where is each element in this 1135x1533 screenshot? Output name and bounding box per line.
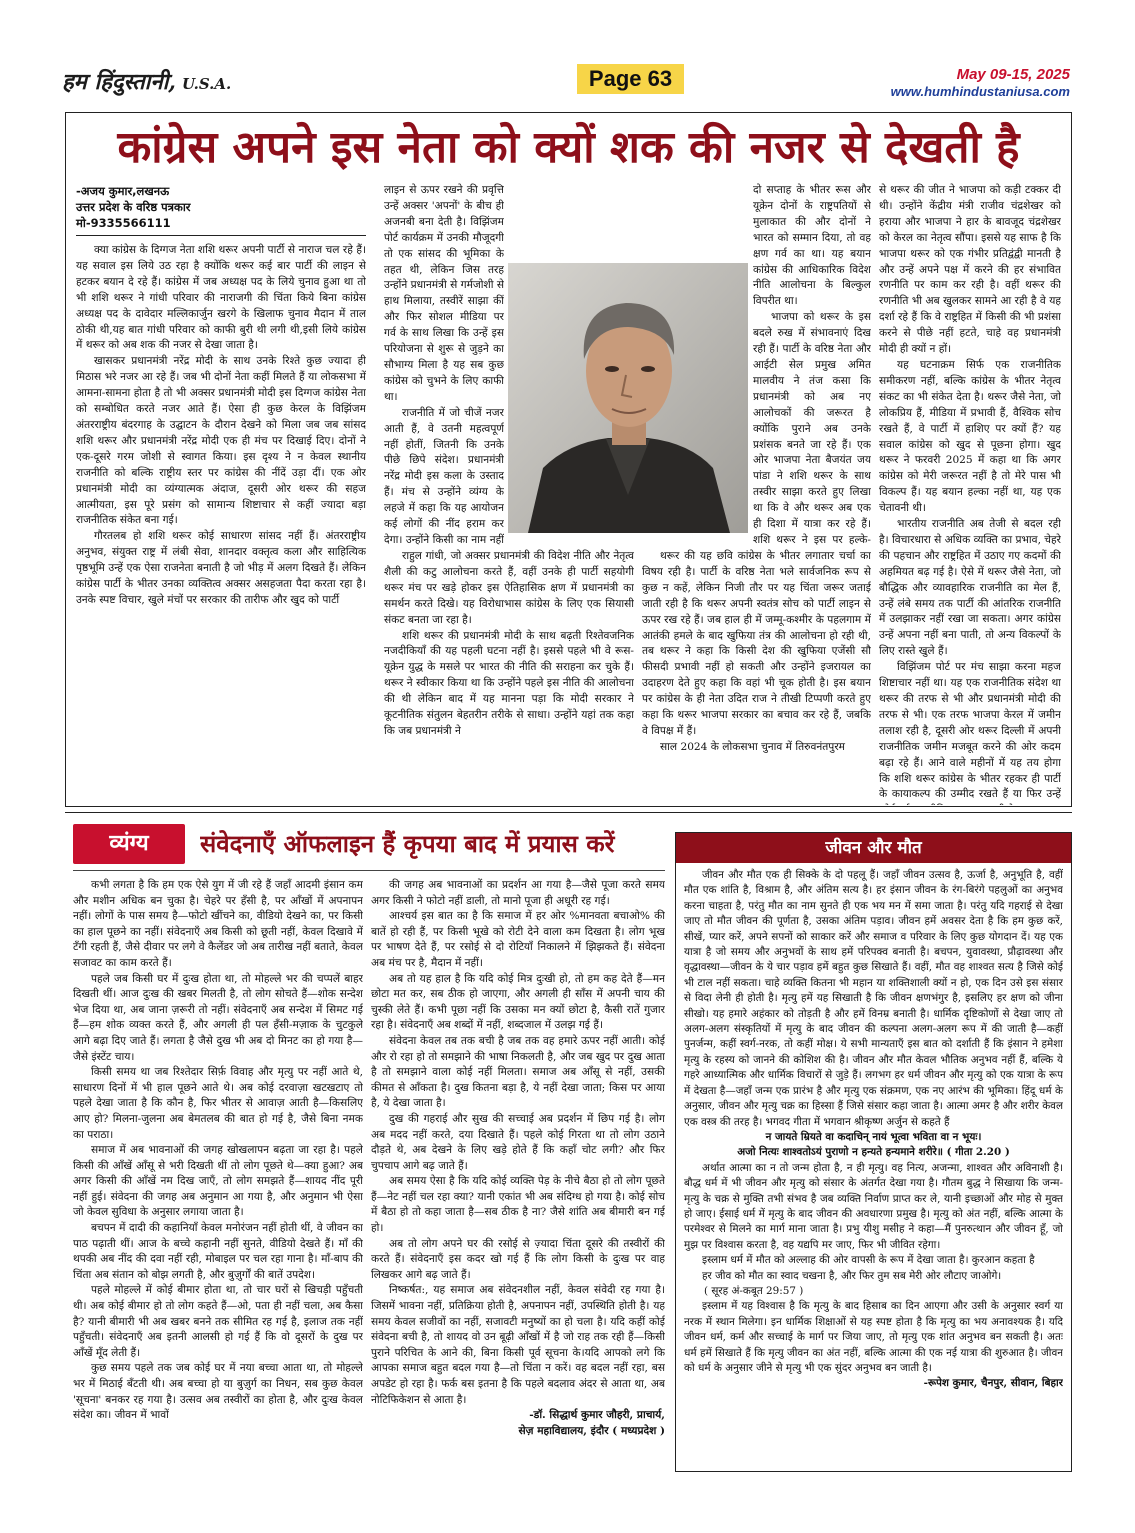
paragraph: गौरतलब हो शशि थरूर कोई साधारण सांसद नहीं हैं। अंतरराष्ट्रीय अनुभव, संयुक्त राष्ट्र में लंबी सेवा, शानदार वक्तृत्व कला और साहित्यिक पृष्ठभूमि उन्हें एक ऐसा राजनेता बनाती है जो भीड़ में अलग दिखते हैं। लेकिन कांग्रेस पार्टी के भीतर उनका व्यक्तित्व अक्सर असहजता पैदा करता रहा है। उनके स्पष्ट विचार, खुले मंचों पर सरकार की तारीफ और खुद को पार्टी <box>76 530 366 606</box>
paragraph: खासकर प्रधानमंत्री नरेंद्र मोदी के साथ उनके रिश्ते कुछ ज्यादा ही मिठास भरे नजर आ रहे हैं। जब भी दोनों नेता कहीं मिलते हैं या लोकसभा में आमना-सामना होता है तो भी अक्सर प्रधानमंत्री मोदी इस दिग्गज कांग्रेस नेता को सम्बोधित करते नजर आते हैं। ऐसा ही कुछ केरल के विझिंजम अंतरराष्ट्रीय बंदरगाह के उद्घाटन के दौरान देखने को मिला जब जब सांसद शशि थरूर और प्रधानमंत्री नरेंद्र मोदी एक ही मंच पर दिखाई दिए। दोनों ने एक-दूसरे गरम जोशी से स्वागत किया। इस दृश्य ने न केवल स्थानीय राजनीति को बल्कि राष्ट्रीय स्तर पर कांग्रेस की नींदें उड़ा दीं। एक ओर प्रधानमंत्री मोदी का व्यंग्यात्मक अंदाज, दूसरी ओर थरूर की सहज आत्मीयता, इस पूरे प्रसंग को सामान्य शिष्टाचार से कहीं ज्यादा बड़ा राजनीतिक संकेत बना गई। <box>76 355 366 527</box>
article-column-4 <box>879 183 1061 805</box>
article-column-3-bottom <box>642 549 871 805</box>
masthead-country: U.S.A. <box>181 75 232 93</box>
issue-date: May 09-15, 2025 <box>956 66 1070 83</box>
paragraph: बचपन में दादी की कहानियाँ केवल मनोरंजन नहीं होती थीं, वे जीवन का पाठ पढ़ाती थीं। आज के बच्चे कहानी नहीं सुनते, वीडियो देखते हैं। माँ की थपकी अब नींद की दवा नहीं रही, मोबाइल पर चल रहा गाना है। माँ-बाप की चिंता अब संतान को बोझ लगती है, और बुज़ुर्गों की बातें उपदेश। <box>73 1222 363 1281</box>
paragraph: से थरूर की जीत ने भाजपा को कड़ी टक्कर दी थी। उन्होंने केंद्रीय मंत्री राजीव चंद्रशेखर को हराया और भाजपा ने हार के बावजूद चंद्रशेखर को केरल का नेतृत्व सौंपा। इससे यह साफ है कि भाजपा थरूर को एक गंभीर प्रतिद्वंद्वी मानती है और उन्हें अपने पक्ष में करने की हर संभावित रणनीति पर काम कर रही है। वहीं थरूर की रणनीति भी अब खुलकर सामने आ रही है वे यह दर्शा रहे हैं कि वे राष्ट्रहित में किसी की भी प्रशंसा करने से पीछे नहीं हटते, चाहे वह प्रधानमंत्री मोदी ही क्यों न हों। <box>879 184 1061 356</box>
paragraph: राहुल गांधी, जो अक्सर प्रधानमंत्री की विदेश नीति और नेतृत्व शैली की कटु आलोचना करते हैं, वहीं उनके ही पार्टी सहयोगी थरूर मंच पर खड़े होकर इस ऐतिहासिक क्षण में प्रधानमंत्री का समर्थन करते दिखे। यह विरोधाभास कांग्रेस के लिए एक सियासी संकट बनता जा रहा है। <box>384 550 634 626</box>
masthead-name-text: हम हिंदुस्तानी, <box>62 69 176 95</box>
paragraph: पहले मोहल्ले में कोई बीमार होता था, तो चार घरों से खिचड़ी पहुँचती थी। अब कोई बीमार हो तो लोग कहते हैं—ओ, पता ही नहीं चला, अब कैसा है? यानी बीमारी भी अब खबर बनने तक सीमित रह गई है, इलाज तक नहीं पहुँचती। संवेदनाएँ अब इतनी आलसी हो गई हैं कि वो दूसरों के दुख पर आँखें मूँद लेती हैं। <box>73 1284 363 1359</box>
byline <box>76 183 366 231</box>
paragraph: शशि थरूर की प्रधानमंत्री मोदी के साथ बढ़ती रिश्तेवजनिक नजदीकियाँ की यह पहली घटना नहीं है। इससे पहले भी वे रूस-यूक्रेन युद्ध के मसले पर भारत की नीति की सराहना कर चुके हैं। थरूर ने स्वीकार किया था कि उन्होंने पहले इस नीति की आलोचना की थी लेकिन बाद में यह मानना पड़ा कि मोदी सरकार ने कूटनीतिक संतुलन बेहतरीन तरीके से साधा। उन्होंने यहां तक कहा कि जब प्रधानमंत्री ने <box>384 629 634 737</box>
paragraph: दो सप्ताह के भीतर रूस और यूक्रेन दोनों के राष्ट्रपतियों से मुलाकात की और दोनों ने भारत को सम्मान दिया, तो वह क्षण गर्व का था। यह बयान कांग्रेस की आधिकारिक विदेश नीति आलोचना के बिल्कुल विपरीत था। <box>753 184 871 308</box>
paragraph: जीवन और मौत एक ही सिक्के के दो पहलू हैं। जहाँ जीवन उत्सव है, ऊर्जा है, अनुभूति है, वहीं मौत एक शांति है, विश्राम है, और अंतिम सत्य है। हर इंसान जीवन के रंग-बिरंगे पहलुओं का अनुभव करना चाहता है, परंतु मौत का नाम सुनते ही एक भय मन में समा जाता है। परंतु यदि गहराई से देखा जाए तो मौत जीवन की पूर्णता है, उसका अंतिम पड़ाव। जीवन हमें अवसर देता है कि हम कुछ करें, सीखें, प्यार करें, अपने सपनों को साकार करें और समाज व परिवार के लिए कुछ योगदान दें। यह एक यात्रा है जो समय और अनुभवों के साथ हमें परिपक्व बनाती है। बचपन, युवावस्था, प्रौढ़ावस्था और वृद्धावस्था—जीवन के ये चार पड़ाव हमें बहुत कुछ सिखाते हैं। वहीं, मौत वह शाश्वत सत्य है जिसे कोई भी टाल नहीं सकता। चाहे व्यक्ति कितना भी महान या शक्तिशाली क्यों न हो, एक दिन उसे इस संसार से विदा लेनी ही होती है। मृत्यु हमें यह सिखाती है कि जीवन क्षणभंगुर है, इसलिए हर क्षण को जीना सीखो। यह हमारे अहंकार को तोड़ती है और हमें विनम्र बनाती है। धार्मिक दृष्टिकोणों से देखा जाए तो अलग-अलग संस्कृतियों में मृत्यु के बाद जीवन की कल्पना अलग-अलग रूप में की जाती है—कहीं पुनर्जन्म, कहीं स्वर्ग-नरक, तो कहीं मोक्ष। ये सभी मान्यताएँ इस बात को दर्शाती हैं कि इंसान ने हमेशा मृत्यु के रहस्य को जानने की कोशिश की है। जीवन और मौत केवल भौतिक अनुभव नहीं हैं, बल्कि ये गहरे आध्यात्मिक और धार्मिक विचारों से जुड़े हैं। लगभग हर धर्म जीवन और मृत्यु को एक यात्रा के रूप में देखता है—जहाँ जन्म एक प्रारंभ है और मृत्यु एक संक्रमण, एक नए आरंभ की भूमिका। हिंदू धर्म के अनुसार, जीवन और मृत्यु चक्र का हिस्सा हैं जिसे संसार कहा जाता है। आत्मा अमर है और शरीर केवल एक वस्त्र की तरह है। भगवद गीता में भगवान श्रीकृष्ण अर्जुन से कहते हैं <box>684 869 1063 1128</box>
paragraph: पहले जब किसी घर में दुःख होता था, तो मोहल्ले भर की चप्पलें बाहर दिखती थीं। आज दुःख की खबर मिलती है, तो लोग सोचते हैं—शोक सन्देश भेज दिया था, अब जाना ज़रूरी तो नहीं। संवेदनाएँ अब सन्देश में सिमट गई हैं—हम शोक व्यक्त करते हैं, और अगली ही पल हँसी-मज़ाक के चुटकुले आगे बढ़ा दिए जाते हैं। लगता है जैसे दुख भी अब दो मिनट का हो गया है—जैसे इंस्टेंट चाय। <box>73 972 363 1063</box>
article-column-2-top <box>384 183 504 545</box>
satire-article <box>65 818 670 1478</box>
paragraph: दुख की गहराई और सुख की सच्चाई अब प्रदर्शन में छिप गई है। लोग अब मदद नहीं करते, दया दिखाते हैं। पहले कोई गिरता था तो लोग उठाने दौड़ते थे, अब देखने के लिए खड़े होते हैं कि कहाँ चोट लगी? और फिर चुपचाप आगे बढ़ जाते हैं। <box>371 1112 665 1172</box>
paragraph: अब तो लोग अपने घर की रसोई से ज़्यादा चिंता दूसरे की तस्वीरों की करते हैं। संवेदनाएँ इस कदर खो गई हैं कि लोग किसी के दुःख पर वाह लिखकर आगे बढ़ जाते हैं। <box>371 1237 665 1281</box>
paragraph: यह घटनाक्रम सिर्फ एक राजनीतिक समीकरण नहीं, बल्कि कांग्रेस के भीतर नेतृत्व संकट का भी संकेत देता है। थरूर जैसे नेता, जो लोकप्रिय हैं, मीडिया में प्रभावी हैं, वैश्विक सोच रखते हैं, वे पार्टी में हाशिए पर क्यों हैं? यह सवाल कांग्रेस को खुद से पूछना होगा। खुद थरूर ने फरवरी 2025 में कहा था कि अगर कांग्रेस को मेरी जरूरत नहीं है तो मेरे पास भी विकल्प हैं। यह बयान हल्का नहीं था, यह एक चेतावनी थी। <box>879 358 1061 515</box>
article-column-3-top <box>753 183 871 545</box>
paragraph: इस्लाम में यह विश्वास है कि मृत्यु के बाद हिसाब का दिन आएगा और उसी के अनुसार स्वर्ग या नरक में स्थान मिलेगा। इन धार्मिक शिक्षाओं से यह स्पष्ट होता है कि मृत्यु का भय अनावश्यक है। यदि जीवन धर्म, कर्म और सच्चाई के मार्ग पर जिया जाए, तो मृत्यु एक शांत अनुभव बन सकती है। अतः धर्म हमें सिखाते हैं कि मृत्यु जीवन का अंत नहीं, बल्कि आत्मा की एक नई यात्रा की शुरुआत है। जीवन को धर्म के अनुसार जीने से मृत्यु भी एक सुंदर अनुभव बन जाती है। <box>684 1300 1063 1374</box>
paragraph: की जगह अब भावनाओं का प्रदर्शन आ गया है—जैसे पूजा करते समय अगर किसी ने फोटो नहीं डाली, तो मानो पूजा ही अधूरी रह गई। <box>371 879 665 907</box>
life-death-title: जीवन और मौत <box>676 833 1071 863</box>
life-death-article <box>675 832 1072 1472</box>
paragraph: थरूर की यह छवि कांग्रेस के भीतर लगातार चर्चा का विषय रही है। पार्टी के वरिष्ठ नेता भले सार्वजनिक रूप से कुछ न कहें, लेकिन निजी तौर पर यह चिंता जरूर जताई जाती रही है कि थरूर अपनी स्वतंत्र सोच को पार्टी लाइन से ऊपर रख रहे हैं। जब हाल ही में जम्मू-कश्मीर के पहलगाम में आतंकी हमले के बाद खुफिया तंत्र की आलोचना हो रही थी, तब थरूर ने कहा कि किसी देश की खुफिया एजेंसी सौ फीसदी प्रभावी नहीं हो सकती और उन्होंने इजरायल का उदाहरण देते हुए कहा कि वहां भी चूक होती है। इस बयान पर कांग्रेस के ही नेता उदित राज ने तीखी टिप्पणी करते हुए कहा कि थरूर भाजपा सरकार का बचाव कर रहे हैं, जबकि वे विपक्ष में हैं। <box>642 550 871 737</box>
satire-headline: संवेदनाएँ ऑफलाइन हैं कृपया बाद में प्रयास करें <box>200 830 615 858</box>
author-name: -अजय कुमार,लखनऊ <box>76 184 170 198</box>
masthead-name <box>62 66 231 96</box>
paragraph: अब समय ऐसा है कि यदि कोई व्यक्ति पेड़ के नीचे बैठा हो तो लोग पूछते हैं—नेट नहीं चल रहा क्या? यानी एकांत भी अब संदिग्ध हो गया है। कोई सोच में बैठा हो तो कहा जाता है—सब ठीक है ना? जैसे शांति अब बीमारी बन गई हो। <box>371 1175 665 1235</box>
section-divider <box>65 812 1072 813</box>
paragraph: अर्थात आत्मा का न तो जन्म होता है, न ही मृत्यु। वह नित्य, अजन्मा, शाश्वत और अविनाशी है। बौद्ध धर्म में भी जीवन और मृत्यु को संसार के अंतर्गत देखा गया है। गौतम बुद्ध ने सिखाया कि जन्म-मृत्यु के चक्र से मुक्ति तभी संभव है जब व्यक्ति निर्वाण प्राप्त कर ले, यानी इच्छाओं और मोह से मुक्त हो जाए। ईसाई धर्म में मृत्यु के बाद जीवन की अवधारणा प्रमुख है। मृत्यु को अंत नहीं, बल्कि आत्मा के परमेश्वर से मिलने का मार्ग माना जाता है। प्रभु यीशु मसीह ने कहा—मैं पुनरुत्थान और जीवन हूँ, जो मुझ पर विश्वास करता है, वह यद्यपि मर जाए, फिर भी जीवित रहेगा। <box>684 1161 1063 1251</box>
paragraph: किसी समय था जब रिश्तेदार सिर्फ़ विवाह और मृत्यु पर नहीं आते थे, साधारण दिनों में भी हाल पूछने आते थे। अब कोई दरवाज़ा खटखटाए तो पहले देखा जाता है कि कौन है, फिर भीतर से आवाज़ आती है—किसलिए आए हो? मिलना-जुलना अब बेमतलब की बात हो गई है, जैसे बिना नमक का पराठा। <box>73 1066 363 1141</box>
article-column-1 <box>76 243 366 805</box>
byline-divider <box>76 235 366 236</box>
paragraph: संवेदना केवल तब तक बची है जब तक वह हमारे ऊपर नहीं आती। कोई और रो रहा हो तो समझाने की भाषा निकलती है, और जब खुद पर दुख आता है तो समझाने वाला कोई नहीं मिलता। समाज अब आँसू से नहीं, उसकी कीमत से आँकता है। दुख कितना बड़ा है, ये नहीं देखा जाता; किस पर आया है, ये देखा जाता है। <box>371 1034 665 1110</box>
author-phone: मो-9335566111 <box>76 216 171 230</box>
paragraph: इस्लाम धर्म में मौत को अल्लाह की ओर वापसी के रूप में देखा जाता है। कुरआन कहता है <box>702 1254 1035 1267</box>
shashi-tharoor-photo <box>508 263 748 533</box>
life-death-body <box>684 868 1063 1468</box>
main-article <box>65 112 1072 807</box>
website-url: www.humhindustaniusa.com <box>890 84 1070 99</box>
page-number: Page 63 <box>577 64 684 94</box>
paragraph: लाइन से ऊपर रखने की प्रवृत्ति उन्हें अक्सर 'अपनों' के बीच ही अजनबी बना देती है। विझिंजम पोर्ट कार्यक्रम में उनकी मौजूदगी तो एक सांसद की भूमिका के तहत थी, लेकिन जिस तरह उन्होंने प्रधानमंत्री से गर्मजोशी से हाथ मिलाया, तस्वीरें साझा कीं और फिर सोशल मीडिया पर गर्व के साथ लिखा कि उन्हें इस परियोजना से शुरू से जुड़ने का सौभाग्य मिला है यह सब कुछ कांग्रेस को चुभने के लिए काफी था। <box>384 184 504 403</box>
satire-tag: व्यंग्य <box>73 824 185 864</box>
satire-column-2 <box>371 878 665 1474</box>
paragraph: भाजपा को थरूर के इस बदले रुख में संभावनाएं दिख रही हैं। पार्टी के वरिष्ठ नेता और आईटी सेल प्रमुख अमित मालवीय ने तंज कसा कि प्रधानमंत्री को अब नए आलोचकों की जरूरत है क्योंकि पुराने अब उनके प्रशंसक बनते जा रहे हैं। एक ओर भाजपा नेता बैजयंत जय पांडा ने शशि थरूर के साथ तस्वीर साझा करते हुए लिखा था कि वे और थरूर अब एक ही दिशा में यात्रा कर रहे हैं। शशि थरूर ने इस पर हल्के- <box>753 311 871 545</box>
paragraph: अब तो यह हाल है कि यदि कोई मित्र दुःखी हो, तो हम कह देते हैं—मन छोटा मत कर, सब ठीक हो जाएगा, और अगली ही साँस में अपनी चाय की चुस्की लेते हैं। कभी पूछा नहीं कि उसका मन क्यों छोटा है, कैसी रातें गुजार रहा है। संवेदनाएँ अब शब्दों में नहीं, शब्दजाल में उलझ गई हैं। <box>371 972 665 1032</box>
satire-divider <box>73 870 665 871</box>
paragraph: क्या कांग्रेस के दिग्गज नेता शशि थरूर अपनी पार्टी से नाराज चल रहे हैं। यह सवाल इस लिये उठ रहा है क्योंकि थरूर कई बार पार्टी की लाइन से हटकर बयान दे रहे हैं। कांग्रेस में जब अध्यक्ष पद के लिये चुनाव हुआ था तो भी शशि थरूर ने गांधी परिवार की नाराजगी की चिंता किये बिना कांग्रेस अध्यक्ष पद के दावेदार मल्लिकार्जुन खरगे के खिलाफ चुनाव मैदान में ताल ठोकी थी,यह बात गांधी परिवार को काफी बुरी थी लगी थी,इसी लिये कांग्रेस में थरूर को अब शक की नजर से देखा जाता है। <box>76 244 366 352</box>
portrait-illustration <box>508 263 748 533</box>
main-headline: कांग्रेस अपने इस नेता को क्यों शक की नजर से देखती है <box>117 122 1020 173</box>
gita-verse-line-1: न जायते म्रियते वा कदाचिन् नायं भूत्वा भविता वा न भूयः। <box>765 1130 982 1143</box>
paragraph: हर जीव को मौत का स्वाद चखना है, और फिर तुम सब मेरी ओर लौटाए जाओगे। <box>702 1269 1002 1282</box>
paragraph: विझिंजम पोर्ट पर मंच साझा करना महज शिष्टाचार नहीं था। यह एक राजनीतिक संदेश था थरूर की तरफ से भी और प्रधानमंत्री मोदी की तरफ से भी। एक तरफ भाजपा केरल में जमीन तलाश रही है, दूसरी ओर थरूर दिल्ली में अपनी राजनीतिक जमीन मजबूत करने की ओर कदम बढ़ा रहे हैं। आने वाले महीनों में यह तय होगा कि शशि थरूर कांग्रेस के भीतर रहकर ही पार्टी के कायाकल्प की उम्मीद रखते हैं या फिर उन्हें <box>879 661 1061 801</box>
paragraph: निष्कर्षत:, यह समाज अब संवेदनशील नहीं, केवल संवेदी रह गया है। जिसमें भावना नहीं, प्रतिक्रिया होती है, अपनापन नहीं, उपस्थिति होती है। यह समय केवल सजीवों का नहीं, सजावटी मनुष्यों का हो चला है। यदि कहीं कोई संवेदना बची है, तो शायद वो उन बूढ़ी आँखों में है जो राह तक रही हैं—किसी पुराने परिचित के आने की, बिना किसी पूर्व सूचना के।यदि आपको लगे कि आपका समाज बहुत बदल गया है—तो चिंता न करें। वह बदल नहीं रहा, बस अपडेट हो रहा है। फर्क बस इतना है कि पहले बदलाव अंदर से आता था, अब नोटिफिकेशन से आता है। <box>371 1284 665 1406</box>
life-death-author: -रूपेश कुमार, चैनपुर, सीवान, बिहार <box>923 1377 1063 1390</box>
paragraph: राजनीति में जो चीजें नजर आती हैं, वे उतनी महत्वपूर्ण नहीं होतीं, जितनी कि उनके पीछे छिपे संदेश। प्रधानमंत्री नरेंद्र मोदी इस कला के उस्ताद हैं। मंच से उन्होंने व्यंग्य के लहजे में कहा कि यह आयोजन कई लोगों की नींद हराम कर देगा। उन्होंने किसी का नाम नहीं <box>384 406 504 545</box>
paragraph: समाज में अब भावनाओं की जगह खोखलापन बढ़ता जा रहा है। पहले किसी की आँखें आँसू से भरी दिखती थीं तो लोग पूछते थे—क्या हुआ? अब अगर किसी की आँखें नम दिख जाएँ, तो लोग समझते हैं—शायद नींद पूरी नहीं हुई। संवेदना की जगह अब अनुमान आ गया है, और अनुमान भी ऐसा जो केवल सुविधा के अनुसार लगाया जाता है। <box>73 1144 363 1219</box>
masthead <box>0 0 1135 100</box>
paragraph: साल 2024 के लोकसभा चुनाव में तिरुवनंतपुरम <box>660 740 845 753</box>
satire-author-affiliation: सेज़ महाविद्यालय, इंदौर ( मध्यप्रदेश ) <box>518 1424 665 1437</box>
satire-author: -डॉ. सिद्धार्थ कुमार जौहरी, प्राचार्य, <box>529 1409 665 1422</box>
gita-verse-line-2: अजो नित्यः शाश्वतोऽयं पुराणो न हन्यते हन्यमाने शरीरे॥ ( गीता 2.20 ) <box>737 1146 1010 1159</box>
satire-column-1 <box>73 878 363 1474</box>
paragraph: आश्चर्य इस बात का है कि समाज में हर ओर %मानवता बचाओ% की बातें हो रही हैं, पर किसी भूखे को रोटी देने वाला कम दिखता है। लोग भूख पर भाषण देते हैं, पर रसोई से दो रोटियाँ निकालने में झिझकते हैं। संवेदना अब मंच पर है, मैदान में नहीं। <box>371 910 665 969</box>
author-role: उत्तर प्रदेश के वरिष्ठ पत्रकार <box>76 200 191 214</box>
paragraph: भारतीय राजनीति अब तेजी से बदल रही है। विचारधारा से अधिक व्यक्ति का प्रभाव, चेहरे की पहचान और राष्ट्रहित में उठाए गए कदमों की अहमियत बढ़ गई है। ऐसे में थरूर जैसे नेता, जो बौद्धिक और व्यावहारिक राजनीति का मेल हैं, उन्हें लंबे समय तक पार्टी की आंतरिक राजनीति में उलझाकर नहीं रखा जा सकता। अगर कांग्रेस उन्हें अपना नहीं बना पाती, तो अन्य विकल्पों के लिए रास्ते खुले हैं। <box>879 518 1061 658</box>
quran-reference: ( सूरह अं-कबूत 29:57 ) <box>704 1284 804 1297</box>
article-column-2-bottom <box>384 549 634 805</box>
paragraph: कभी लगता है कि हम एक ऐसे युग में जी रहे हैं जहाँ आदमी इंसान कम और मशीन अधिक बन चुका है। चेहरे पर हँसी है, पर आँखों में अपनापन नहीं। लोगों के पास समय है—फोटो खींचने का, वीडियो देखने का, पर किसी का हाल पूछने का नहीं। संवेदनाएँ अब किसी को छूती नहीं, केवल दिखावे में टँगी रहती हैं, जैसे दीवार पर लगे वे कैलेंडर जो अब तारीख नहीं बताते, केवल सजावट का काम करते हैं। <box>73 879 363 969</box>
paragraph: कुछ समय पहले तक जब कोई घर में नया बच्चा आता था, तो मोहल्ले भर में मिठाई बँटती थी। अब बच्चा हो या बुज़ुर्ग का निधन, सब कुछ केवल 'सूचना' बनकर रह गया है। उत्सव अब तस्वीरों का होता है, और दुःख केवल संदेश का। जीवन में भावों <box>73 1362 363 1422</box>
